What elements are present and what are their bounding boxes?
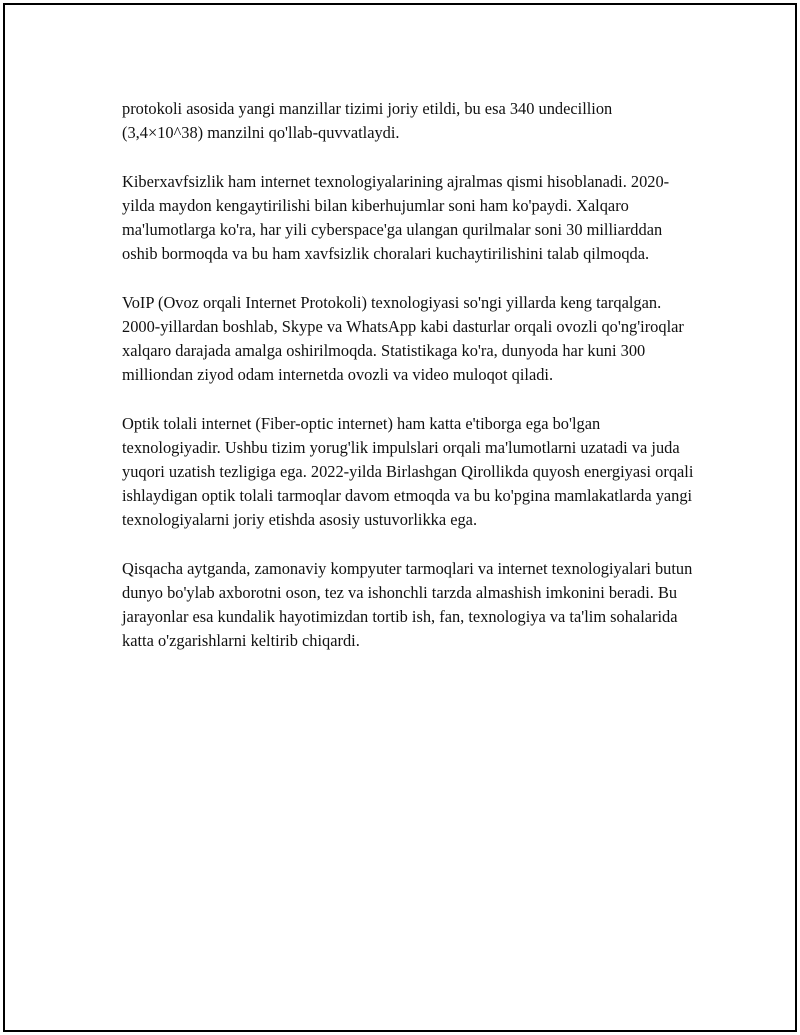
page-frame <box>3 3 797 1032</box>
paragraph-voip: VoIP (Ovoz orqali Internet Protokoli) texnologiyasi so'ngi yillarda keng tarqalgan. 2000-yillardan boshlab, Skype va WhatsApp kabi dasturlar orqali ovozli qo'ng'iroqlar xalqaro darajada amalga oshirilmoqda. Statistikaga ko'ra, dunyoda har kuni 300 milliondan ziyod odam internetda ovozli va video muloqot qiladi. <box>122 292 684 385</box>
paragraph-ipv6-addresses: protokoli asosida yangi manzillar tizimi joriy etildi, bu esa 340 undecillion (3,4×10^38) manzilni qo'llab-quvvatlaydi. <box>122 99 613 143</box>
paragraph-cybersecurity: Kiberxavfsizlik ham internet texnologiyalarining ajralmas qismi hisoblanadi. 2020-yilda maydon kengaytirilishi bilan kiberhujumlar soni ham ko'paydi. Xalqaro ma'lumotlarga ko'ra, har yili cyberspace'ga ulangan qurilmalar soni 30 milliarddan oshib bormoqda va bu ham xavfsizlik choralari kuchaytirilishini talab qilmoqda. <box>122 171 670 264</box>
paragraph-conclusion: Qisqacha aytganda, zamonaviy kompyuter tarmoqlari va internet texnologiyalari butun dunyo bo'ylab axborotni oson, tez va ishonchli tarzda almashish imkonini beradi. Bu jarayonlar esa kundalik hayotimizdan tortib ish, fan, texnologiya va ta'lim sohalarida katta o'zgarishlarni keltirib chiqardi. <box>122 558 693 651</box>
paragraph-fiber-optic: Optik tolali internet (Fiber-optic internet) ham katta e'tiborga ega bo'lgan texnologiyadir. Ushbu tizim yorug'lik impulslari orqali ma'lumotlarni uzatadi va juda yuqori uzatish tezligiga ega. 2022-yilda Birlashgan Qirollikda quyosh energiyasi orqali ishlaydigan optik tolali tarmoqlar davom etmoqda va bu ko'pgina mamlakatlarda yangi texnologiyalarni joriy etishda asosiy ustuvorlikka ega. <box>122 413 694 530</box>
document-body <box>122 97 697 678</box>
